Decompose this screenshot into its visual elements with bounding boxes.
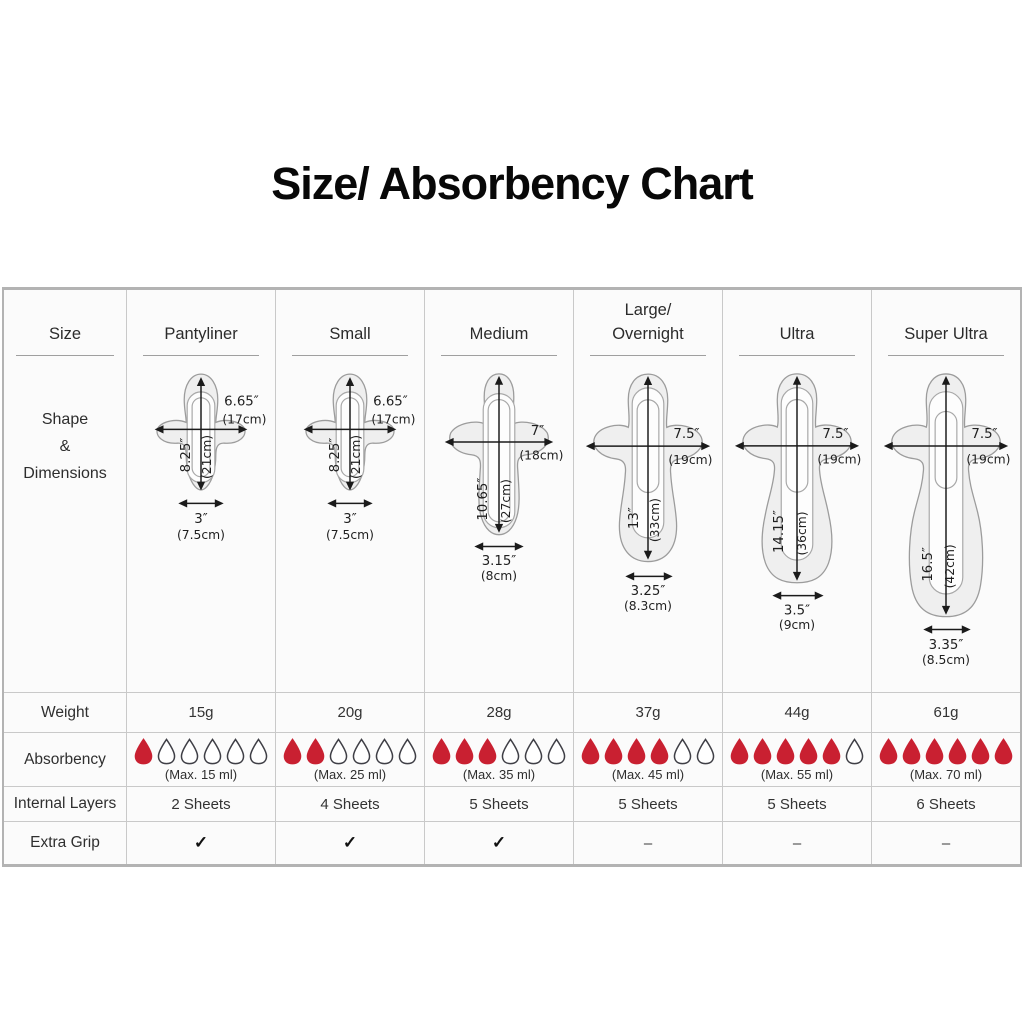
shape-cell (127, 290, 275, 692)
pad-diagram-svg (425, 368, 573, 583)
width-inches-label: 7.5″ (673, 427, 700, 443)
absorbency-drops (431, 738, 567, 765)
header-underline (292, 355, 408, 356)
pad-shape-diagram (127, 368, 275, 544)
absorbency-max-label: (Max. 15 ml) (164, 766, 238, 782)
internal-layers-value: 2 Sheets (127, 786, 275, 821)
width-inches-label: 6.65″ (224, 394, 259, 410)
row-label-column (4, 290, 126, 864)
drop-empty-icon (546, 738, 567, 765)
width-cm-label: (19cm) (817, 452, 862, 467)
extra-grip-value: – (941, 834, 951, 852)
width-cm-label: (19cm) (966, 452, 1011, 467)
drop-filled-icon (454, 738, 475, 765)
weight-value: 44g (723, 692, 871, 732)
extra-grip-value: ✓ (193, 833, 209, 852)
weight-value: 20g (276, 692, 424, 732)
column-header (127, 290, 275, 356)
column-title: Medium (469, 325, 529, 343)
absorbency-cell (872, 732, 1020, 786)
weight-value: 37g (574, 692, 722, 732)
header-underline (441, 355, 557, 356)
size-absorbency-table (2, 287, 1022, 867)
absorbency-max-label: (Max. 25 ml) (313, 766, 387, 782)
drop-empty-icon (695, 738, 716, 765)
base-width-inches-label: 3″ (343, 512, 357, 528)
drop-filled-icon (580, 738, 601, 765)
length-inches-label: 8.25″ (328, 437, 344, 473)
drop-empty-icon (225, 738, 246, 765)
drop-empty-icon (374, 738, 395, 765)
extra-grip-value: – (792, 834, 802, 852)
drop-filled-icon (282, 738, 303, 765)
length-inches-label: 13″ (627, 507, 643, 530)
absorbency-max-label: (Max. 55 ml) (760, 766, 834, 782)
base-width-inches-label: 3.35″ (928, 638, 964, 654)
absorbency-drops (282, 738, 418, 765)
pad-diagram-svg (872, 368, 1020, 668)
length-cm-label: (36cm) (794, 511, 809, 556)
row-label-absorbency: Absorbency (4, 732, 126, 786)
header-underline (888, 355, 1004, 356)
drop-empty-icon (397, 738, 418, 765)
drop-filled-icon (133, 738, 154, 765)
column-title: Large/ Overnight (612, 301, 684, 343)
base-width-inches-label: 3″ (194, 512, 208, 528)
drop-filled-icon (924, 738, 945, 765)
shape-cell (276, 290, 424, 692)
drop-filled-icon (477, 738, 498, 765)
weight-value: 15g (127, 692, 275, 732)
shape-cell (872, 290, 1020, 692)
length-inches-label: 8.25″ (179, 437, 195, 473)
absorbency-cell (276, 732, 424, 786)
row-header-size: Size (48, 325, 82, 343)
drop-filled-icon (752, 738, 773, 765)
pad-shape-diagram (425, 368, 573, 583)
drop-empty-icon (202, 738, 223, 765)
header-underline (143, 355, 259, 356)
length-cm-label: (42cm) (942, 544, 957, 589)
absorbency-cell (723, 732, 871, 786)
internal-layers-value: 5 Sheets (723, 786, 871, 821)
column-title: Pantyliner (164, 325, 238, 343)
width-inches-label: 7″ (530, 424, 545, 440)
extra-grip-value: – (643, 834, 653, 852)
absorbency-drops (133, 738, 269, 765)
row-label-internal-layers: Internal Layers (4, 786, 126, 821)
drop-empty-icon (248, 738, 269, 765)
absorbency-drops (878, 738, 1014, 765)
drop-empty-icon (500, 738, 521, 765)
column-header (723, 290, 871, 356)
length-cm-label: (27cm) (498, 479, 513, 524)
drop-filled-icon (626, 738, 647, 765)
base-width-cm-label: (7.5cm) (176, 527, 226, 542)
base-width-cm-label: (7.5cm) (325, 527, 375, 542)
product-column-pantyliner (126, 290, 275, 864)
base-width-cm-label: (8.3cm) (623, 598, 673, 613)
drop-empty-icon (672, 738, 693, 765)
weight-value: 28g (425, 692, 573, 732)
absorbency-drops (580, 738, 716, 765)
length-inches-label: 10.65″ (476, 477, 492, 521)
drop-filled-icon (775, 738, 796, 765)
base-width-inches-label: 3.15″ (481, 554, 517, 570)
absorbency-drops (729, 738, 865, 765)
drop-filled-icon (993, 738, 1014, 765)
size-header-cell (4, 290, 126, 692)
column-header (276, 290, 424, 356)
column-header (574, 290, 722, 356)
width-cm-label: (17cm) (222, 412, 267, 427)
drop-filled-icon (947, 738, 968, 765)
shape-cell (723, 290, 871, 692)
internal-layers-value: 4 Sheets (276, 786, 424, 821)
extra-grip-value: ✓ (342, 833, 358, 852)
drop-empty-icon (328, 738, 349, 765)
internal-layers-value: 5 Sheets (574, 786, 722, 821)
shape-cell (574, 290, 722, 692)
pad-shape-diagram (574, 368, 722, 615)
drop-filled-icon (649, 738, 670, 765)
length-cm-label: (21cm) (348, 434, 363, 480)
drop-empty-icon (844, 738, 865, 765)
drop-filled-icon (603, 738, 624, 765)
length-inches-label: 16.5″ (921, 547, 937, 582)
internal-layers-value: 6 Sheets (872, 786, 1020, 821)
width-cm-label: (17cm) (371, 412, 416, 427)
drop-filled-icon (305, 738, 326, 765)
drop-filled-icon (798, 738, 819, 765)
column-title: Ultra (779, 325, 815, 343)
drop-filled-icon (901, 738, 922, 765)
base-width-cm-label: (8cm) (480, 569, 518, 583)
product-column-medium (424, 290, 573, 864)
drop-filled-icon (431, 738, 452, 765)
column-header (425, 290, 573, 356)
drop-empty-icon (351, 738, 372, 765)
page-title: Size/ Absorbency Chart (271, 158, 753, 209)
absorbency-cell (574, 732, 722, 786)
pad-shape-diagram (276, 368, 424, 544)
absorbency-max-label: (Max. 45 ml) (611, 766, 685, 782)
header-underline (16, 355, 114, 356)
column-header (4, 290, 126, 356)
product-column-small (275, 290, 424, 864)
row-label-extra-grip: Extra Grip (4, 821, 126, 864)
absorbency-cell (425, 732, 573, 786)
width-inches-label: 7.5″ (971, 427, 998, 443)
column-title: Small (329, 325, 371, 343)
drop-filled-icon (729, 738, 750, 765)
pad-diagram-svg (127, 368, 275, 544)
pad-shape-diagram (872, 368, 1020, 668)
column-title: Super Ultra (904, 325, 988, 343)
width-cm-label: (18cm) (519, 448, 564, 463)
pad-diagram-svg (723, 368, 871, 634)
length-cm-label: (33cm) (647, 498, 662, 543)
weight-value: 61g (872, 692, 1020, 732)
pad-diagram-svg (276, 368, 424, 544)
length-cm-label: (21cm) (199, 434, 214, 480)
row-label-shape-dimensions: Shape & Dimensions (23, 411, 107, 482)
absorbency-max-label: (Max. 70 ml) (909, 766, 983, 782)
width-inches-label: 7.5″ (822, 426, 849, 442)
product-column-super-ultra (871, 290, 1020, 864)
pad-shape-diagram (723, 368, 871, 634)
base-width-inches-label: 3.5″ (783, 603, 811, 619)
width-inches-label: 6.65″ (373, 394, 408, 410)
length-inches-label: 14.15″ (772, 510, 788, 554)
column-header (872, 290, 1020, 356)
internal-layers-value: 5 Sheets (425, 786, 573, 821)
extra-grip-value: ✓ (491, 833, 507, 852)
header-underline (590, 355, 706, 356)
absorbency-max-label: (Max. 35 ml) (462, 766, 536, 782)
base-width-inches-label: 3.25″ (630, 584, 666, 600)
drop-empty-icon (179, 738, 200, 765)
pad-diagram-svg (574, 368, 722, 615)
width-cm-label: (19cm) (668, 452, 713, 467)
base-width-cm-label: (8.5cm) (921, 653, 971, 668)
absorbency-cell (127, 732, 275, 786)
product-column-large-overnight (573, 290, 722, 864)
drop-empty-icon (523, 738, 544, 765)
drop-filled-icon (821, 738, 842, 765)
row-label-weight: Weight (4, 692, 126, 732)
header-underline (739, 355, 855, 356)
drop-empty-icon (156, 738, 177, 765)
shape-cell (425, 290, 573, 692)
base-width-cm-label: (9cm) (778, 618, 816, 633)
drop-filled-icon (970, 738, 991, 765)
drop-filled-icon (878, 738, 899, 765)
product-column-ultra (722, 290, 871, 864)
